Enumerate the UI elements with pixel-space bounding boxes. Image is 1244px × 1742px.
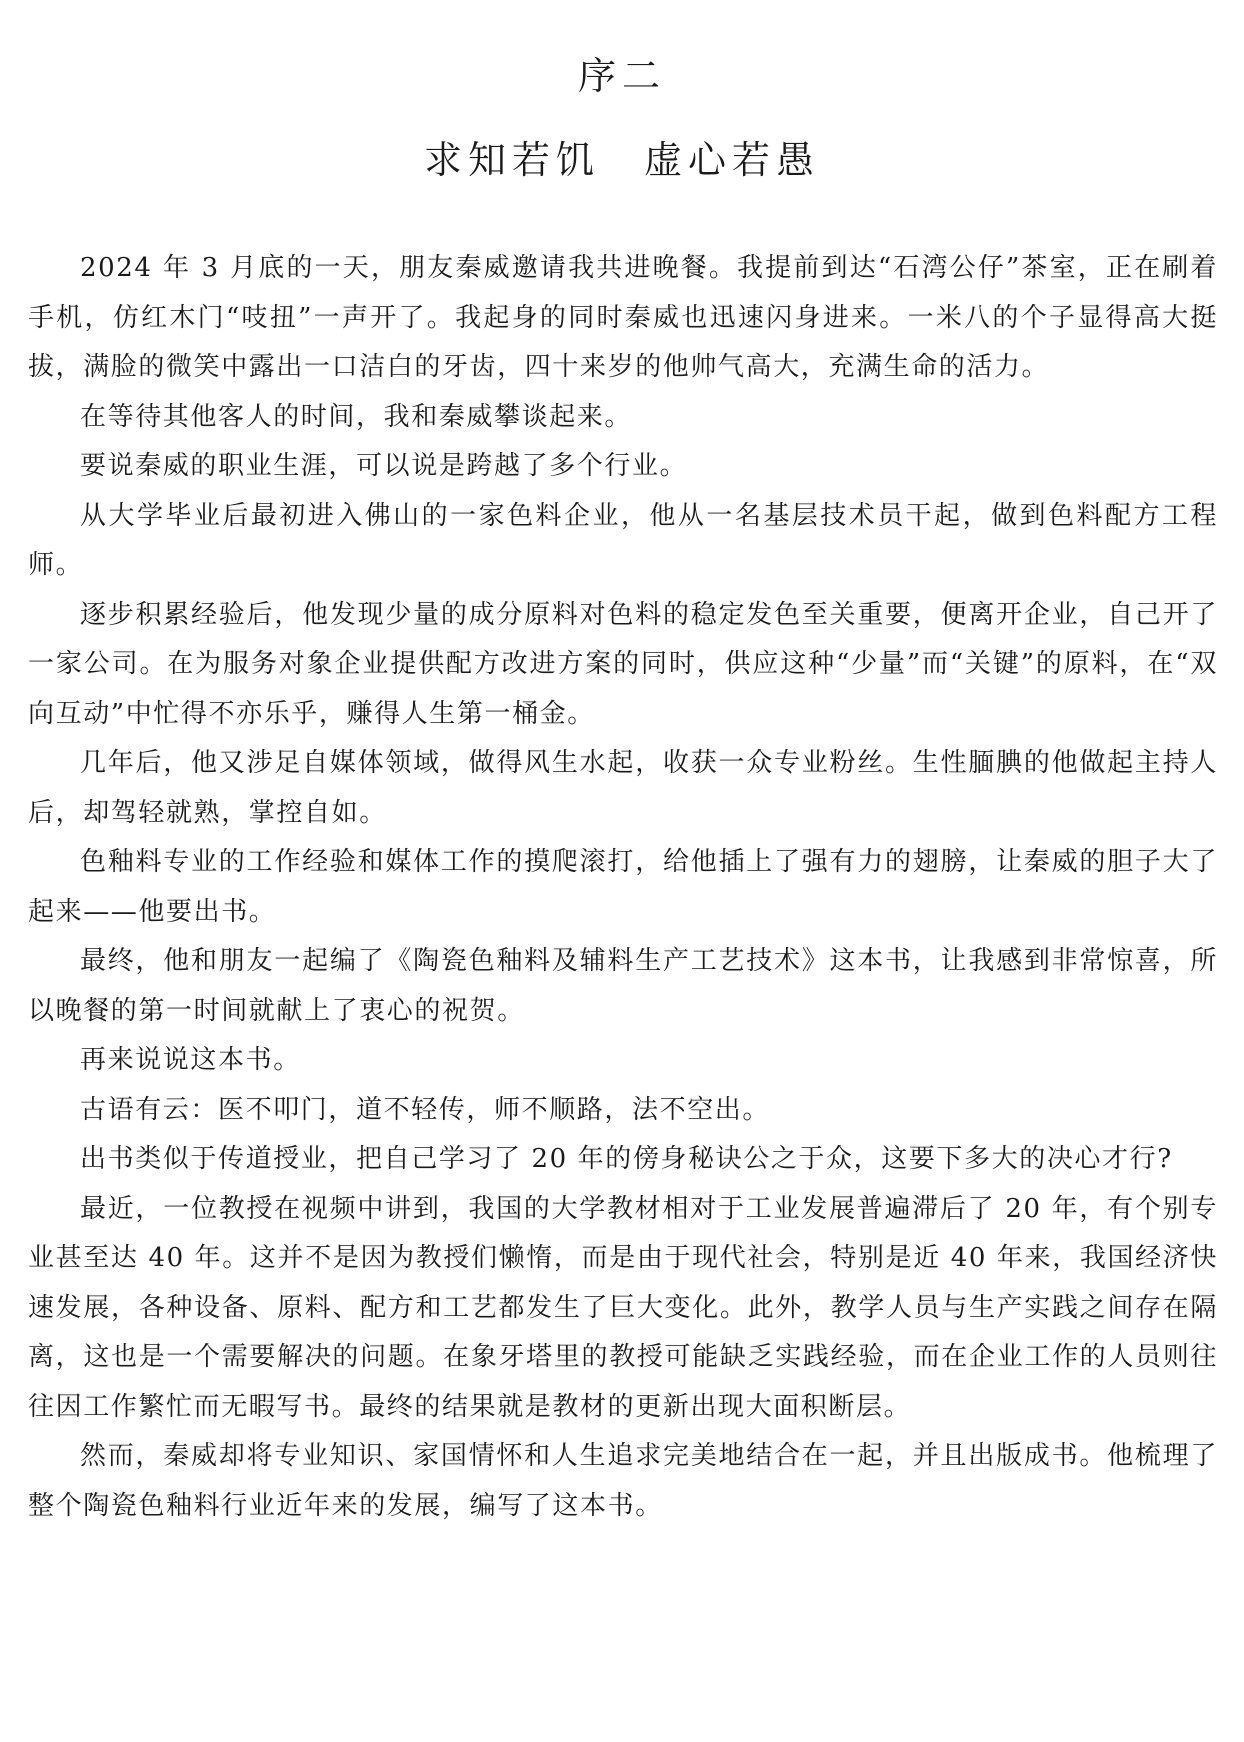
paragraph: 最终，他和朋友一起编了《陶瓷色釉料及辅料生产工艺技术》这本书，让我感到非常惊喜，所以晚餐的第一时间就献上了衷心的祝贺。 <box>28 946 1218 1026</box>
paragraph: 再来说说这本书。 <box>80 1045 301 1075</box>
paragraph: 最近，一位教授在视频中讲到，我国的大学教材相对于工业发展普遍滞后了 20 年，有个别专业甚至达 40 年。这并不是因为教授们懒惰，而是由于现代社会，特别是近 40 年来，我国经济快速发展，各种设备、原料、配方和工艺都发生了巨大变化。此外，教学人员与生产实践之间存在隔离，这也是一个需要解决的问题。在象牙塔里的教授可能缺乏实践经验，而在企业工作的人员则往往因工作繁忙而无暇写书。最终的结果就是教材的更新出现大面积断层。 <box>28 1193 1218 1422</box>
paragraph: 色釉料专业的工作经验和媒体工作的摸爬滚打，给他插上了强有力的翅膀，让秦威的胆子大了起来——他要出书。 <box>28 847 1218 927</box>
paragraph: 要说秦威的职业生涯，可以说是跨越了多个行业。 <box>80 451 688 481</box>
page-title: 求知若饥 虚心若愚 <box>423 138 820 182</box>
paragraph: 逐步积累经验后，他发现少量的成分原料对色料的稳定发色至关重要，便离开企业，自己开了一家公司。在为服务对象企业提供配方改进方案的同时，供应这种“少量”而“关键”的原料，在“双向互动”中忙得不亦乐乎，赚得人生第一桶金。 <box>28 599 1218 729</box>
paragraph: 古语有云：医不叩门，道不轻传，师不顺路，法不空出。 <box>80 1094 771 1125</box>
paragraph: 出书类似于传道授业，把自己学习了 20 年的傍身秘诀公之于众，这要下多大的决心才行? <box>80 1144 1173 1174</box>
paragraph: 在等待其他客人的时间，我和秦威攀谈起来。 <box>80 401 633 432</box>
paragraph: 从大学毕业后最初进入佛山的一家色料企业，他从一名基层技术员干起，做到色料配方工程师。 <box>28 500 1218 580</box>
paragraph: 然而，秦威却将专业知识、家国情怀和人生追求完美地结合在一起，并且出版成书。他梳理了整个陶瓷色釉料行业近年来的发展，编写了这本书。 <box>28 1441 1218 1521</box>
paragraph: 2024 年 3 月底的一天，朋友秦威邀请我共进晚餐。我提前到达“石湾公仔”茶室，正在刷着手机，仿红木门“吱扭”一声开了。我起身的同时秦威也迅速闪身进来。一米八的个子显得高大挺拔，满脸的微笑中露出一口洁白的牙齿，四十来岁的他帅气高大，充满生命的活力。 <box>28 253 1218 382</box>
body-text <box>28 244 1218 1531</box>
preface-heading: 序二 <box>577 54 666 98</box>
paragraph: 几年后，他又涉足自媒体领域，做得风生水起，收获一众专业粉丝。生性腼腆的他做起主持人后，却驾轻就熟，掌控自如。 <box>28 748 1218 828</box>
